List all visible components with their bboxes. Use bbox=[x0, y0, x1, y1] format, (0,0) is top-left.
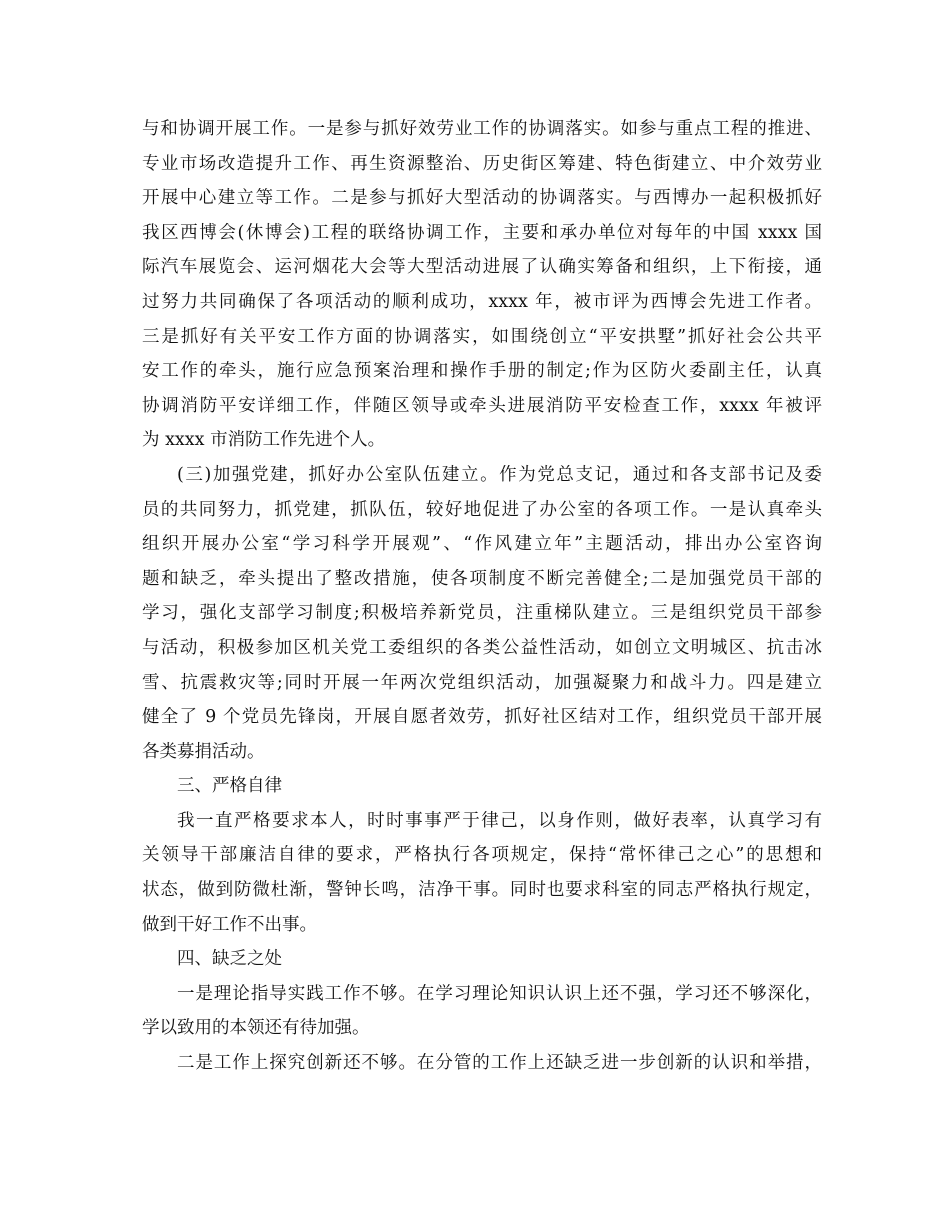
section-heading: 三、严格自律 bbox=[177, 776, 282, 797]
document-page bbox=[142, 112, 822, 1081]
paragraph-line: 为 xxxx 市消防工作先进个人。 bbox=[142, 430, 386, 451]
paragraph-line: 开展中心建立等工作。二是参与抓好大型活动的协调落实。与西博办一起积极抓好 bbox=[142, 188, 822, 209]
paragraph-line: 一是理论指导实践工作不够。在学习理论知识认识上还不强，学习还不够深化， bbox=[177, 983, 822, 1004]
paragraph-line: 我一直严格要求本人，时时事事严于律己，以身作则，做好表率，认真学习有 bbox=[177, 810, 822, 831]
paragraph-line: 协调消防平安详细工作，伴随区领导或牵头进展消防平安检查工作，xxxx 年被评 bbox=[142, 395, 822, 416]
paragraph-line: (三)加强党建，抓好办公室队伍建立。作为党总支记，通过和各支部书记及委 bbox=[177, 464, 822, 485]
paragraph-line: 与和协调开展工作。一是参与抓好效劳业工作的协调落实。如参与重点工程的推进、 bbox=[142, 119, 822, 139]
paragraph-line: 安工作的牵头，施行应急预案治理和操作手册的制定;作为区防火委副主任，认真 bbox=[142, 361, 822, 382]
paragraph-line: 过努力共同确保了各项活动的顺利成功，xxxx 年，被市评为西博会先进工作者。 bbox=[142, 291, 822, 312]
paragraph-line: 学以致用的本领还有待加强。 bbox=[142, 1018, 370, 1039]
paragraph-line: 各类募捐活动。 bbox=[142, 741, 265, 762]
paragraph-line: 健全了 9 个党员先锋岗，开展自愿者效劳，抓好社区结对工作，组织党员干部开展 bbox=[142, 707, 822, 728]
paragraph-line: 题和缺乏，牵头提出了整改措施，使各项制度不断完善健全;二是加强党员干部的 bbox=[142, 568, 822, 589]
paragraph-line: 专业市场改造提升工作、再生资源整治、历史街区筹建、特色街建立、中介效劳业 bbox=[142, 153, 822, 174]
paragraph-line: 与活动，积极参加区机关党工委组织的各类公益性活动，如创立文明城区、抗击冰 bbox=[142, 637, 822, 658]
paragraph-line: 组织开展办公室“学习科学开展观”、“作风建立年”主题活动，排出办公室咨询 bbox=[142, 534, 822, 555]
paragraph-line: 我区西博会(休博会)工程的联络协调工作，主要和承办单位对每年的中国 xxxx 国 bbox=[142, 222, 822, 243]
paragraph-line: 二是工作上探究创新还不够。在分管的工作上还缺乏进一步创新的认识和举措， bbox=[177, 1053, 822, 1074]
paragraph-line: 关领导干部廉洁自律的要求，严格执行各项规定，保持“常怀律己之心”的思想和 bbox=[142, 845, 822, 866]
section-heading: 四、缺乏之处 bbox=[177, 949, 282, 970]
paragraph-line: 做到干好工作不出事。 bbox=[142, 914, 317, 935]
paragraph-line: 员的共同努力，抓党建，抓队伍，较好地促进了办公室的各项工作。一是认真牵头 bbox=[142, 499, 822, 520]
paragraph-line: 际汽车展览会、运河烟花大会等大型活动进展了认确实筹备和组织，上下衔接，通 bbox=[142, 257, 822, 278]
paragraph-line: 三是抓好有关平安工作方面的协调落实，如围绕创立“平安拱墅”抓好社会公共平 bbox=[142, 326, 822, 347]
paragraph-line: 雪、抗震救灾等;同时开展一年两次党组织活动，加强凝聚力和战斗力。四是建立 bbox=[142, 672, 822, 693]
paragraph-line: 状态，做到防微杜渐，警钟长鸣，洁净干事。同时也要求科室的同志严格执行规定， bbox=[142, 880, 822, 901]
paragraph-line: 学习，强化支部学习制度;积极培养新党员，注重梯队建立。三是组织党员干部参 bbox=[142, 603, 822, 624]
